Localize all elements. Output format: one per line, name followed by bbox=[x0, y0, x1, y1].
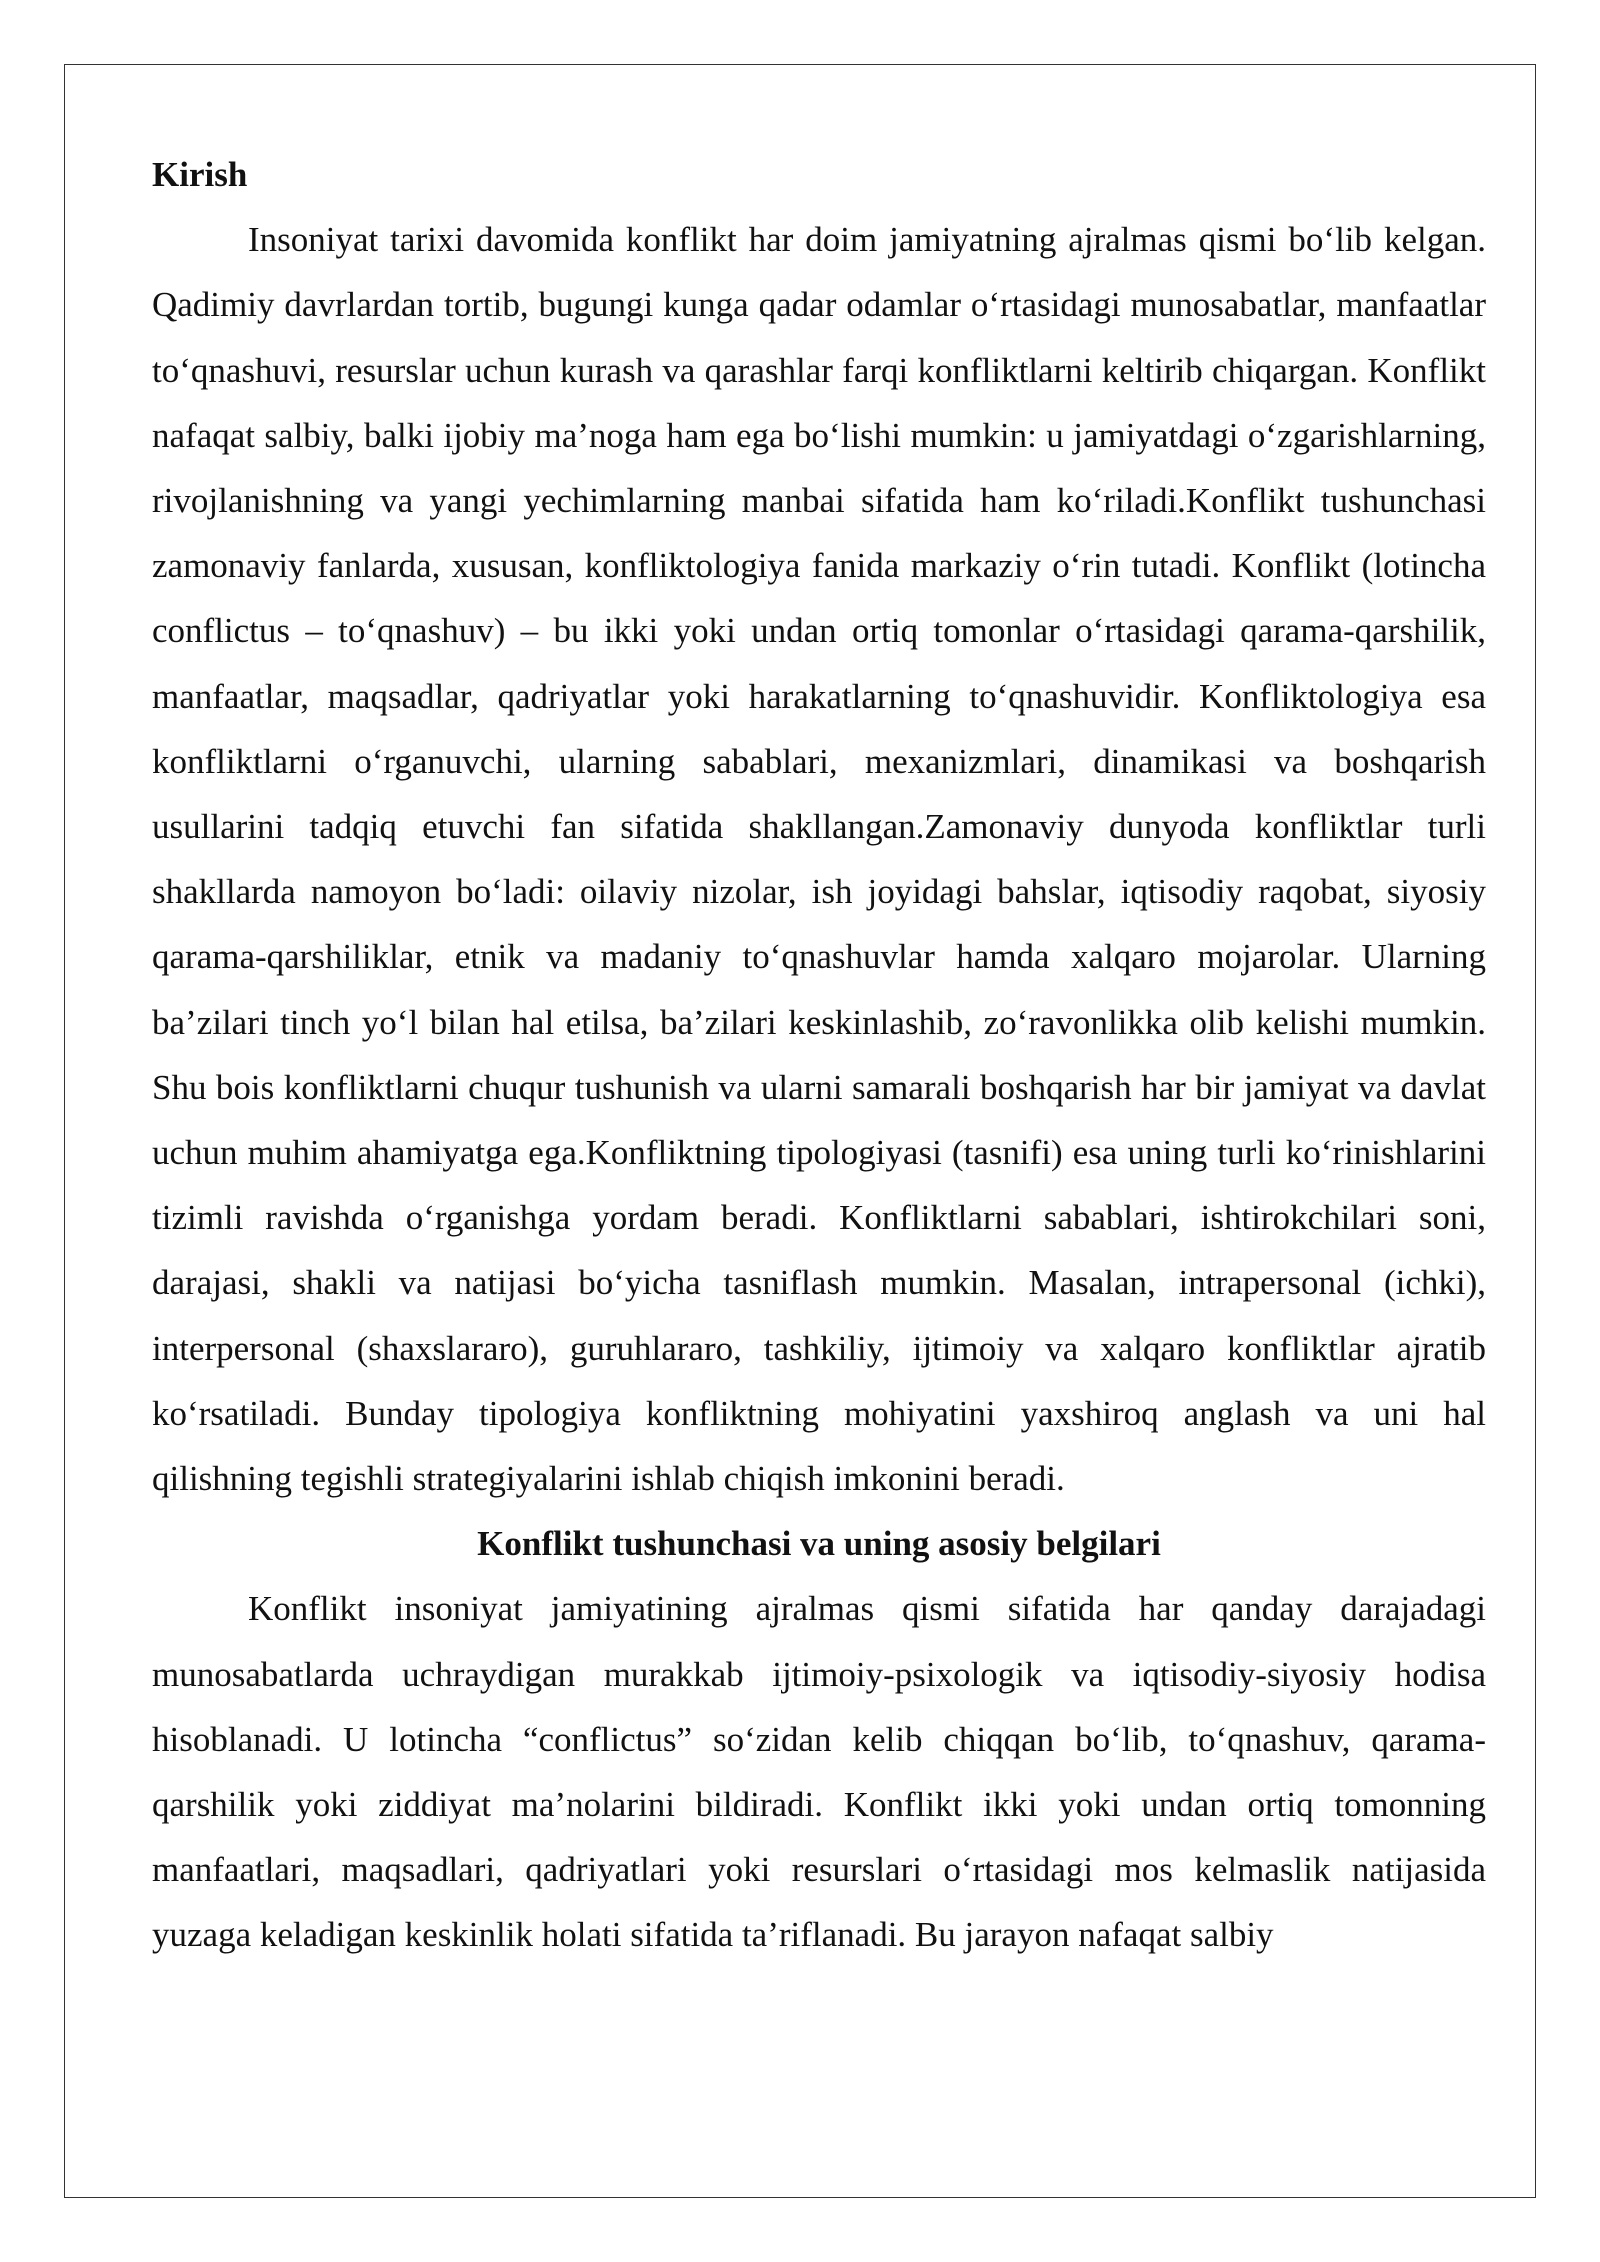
paragraph-intro: Insoniyat tarixi davomida konflikt har doim jamiyatning ajralmas qismi bo‘lib kelgan. Qadimiy davrlardan tortib, bugungi kunga qadar odamlar o‘rtasidagi munosabatlar, manfaatlar to‘qnashuvi, resurslar uchun kurash va qarashlar farqi konfliktlarni keltirib chiqargan. Konflikt nafaqat salbiy, balki ijobiy ma’noga ham ega bo‘lishi mumkin: u jamiyatdagi o‘zgarishlarning, rivojlanishning va yangi yechimlarning manbai sifatida ham ko‘riladi.Konflikt tushunchasi zamonaviy fanlarda, xususan, konfliktologiya fanida markaziy o‘rin tutadi. Konflikt (lotincha conflictus – to‘qnashuv) – bu ikki yoki undan ortiq tomonlar o‘rtasidagi qarama-qarshilik, manfaatlar, maqsadlar, qadriyatlar yoki harakatlarning to‘qnashuvidir. Konfliktologiya esa konfliktlarni o‘rganuvchi, ularning sabablari, mexanizmlari, dinamikasi va boshqarish usullarini tadqiq etuvchi fan sifatida shakllangan.Zamonaviy dunyoda konfliktlar turli shakllarda namoyon bo‘ladi: oilaviy nizolar, ish joyidagi bahslar, iqtisodiy raqobat, siyosiy qarama-qarshiliklar, etnik va madaniy to‘qnashuvlar hamda xalqaro mojarolar. Ularning ba’zilari tinch yo‘l bilan hal etilsa, ba’zilari keskinlashib, zo‘ravonlikka olib kelishi mumkin. Shu bois konfliktlarni chuqur tushunish va ularni samarali boshqarish har bir jamiyat va davlat uchun muhim ahamiyatga ega.Konfliktning tipologiyasi (tasnifi) esa uning turli ko‘rinishlarini tizimli ravishda o‘rganishga yordam beradi. Konfliktlarni sabablari, ishtirokchilari soni, darajasi, shakli va natijasi bo‘yicha tasniflash mumkin. Masalan, intrapersonal (ichki), interpersonal (shaxslararo), guruhlararo, tashkiliy, ijtimoiy va xalqaro konfliktlar ajratib ko‘rsatiladi. Bunday tipologiya konfliktning mohiyatini yaxshiroq anglash va uni hal qilishning tegishli strategiyalarini ishlab chiqish imkonini beradi. bbox=[152, 220, 1486, 1499]
document-body bbox=[152, 142, 1486, 1968]
paragraph-section: Konflikt insoniyat jamiyatining ajralmas qismi sifatida har qanday darajadagi munosabatlarda uchraydigan murakkab ijtimoiy-psixologik va iqtisodiy-siyosiy hodisa hisoblanadi. U lotincha “conflictus” so‘zidan kelib chiqqan bo‘lib, to‘qnashuv, qarama-qarshilik yoki ziddiyat ma’nolarini bildiradi. Konflikt ikki yoki undan ortiq tomonning manfaatlari, maqsadlari, qadriyatlari yoki resurslari o‘rtasidagi mos kelmaslik natijasida yuzaga keladigan keskinlik holati sifatida ta’riflanadi. Bu jarayon nafaqat salbiy bbox=[152, 1589, 1486, 1955]
heading-intro: Kirish bbox=[152, 155, 248, 194]
heading-section: Konflikt tushunchasi va uning asosiy belgilari bbox=[477, 1524, 1161, 1564]
